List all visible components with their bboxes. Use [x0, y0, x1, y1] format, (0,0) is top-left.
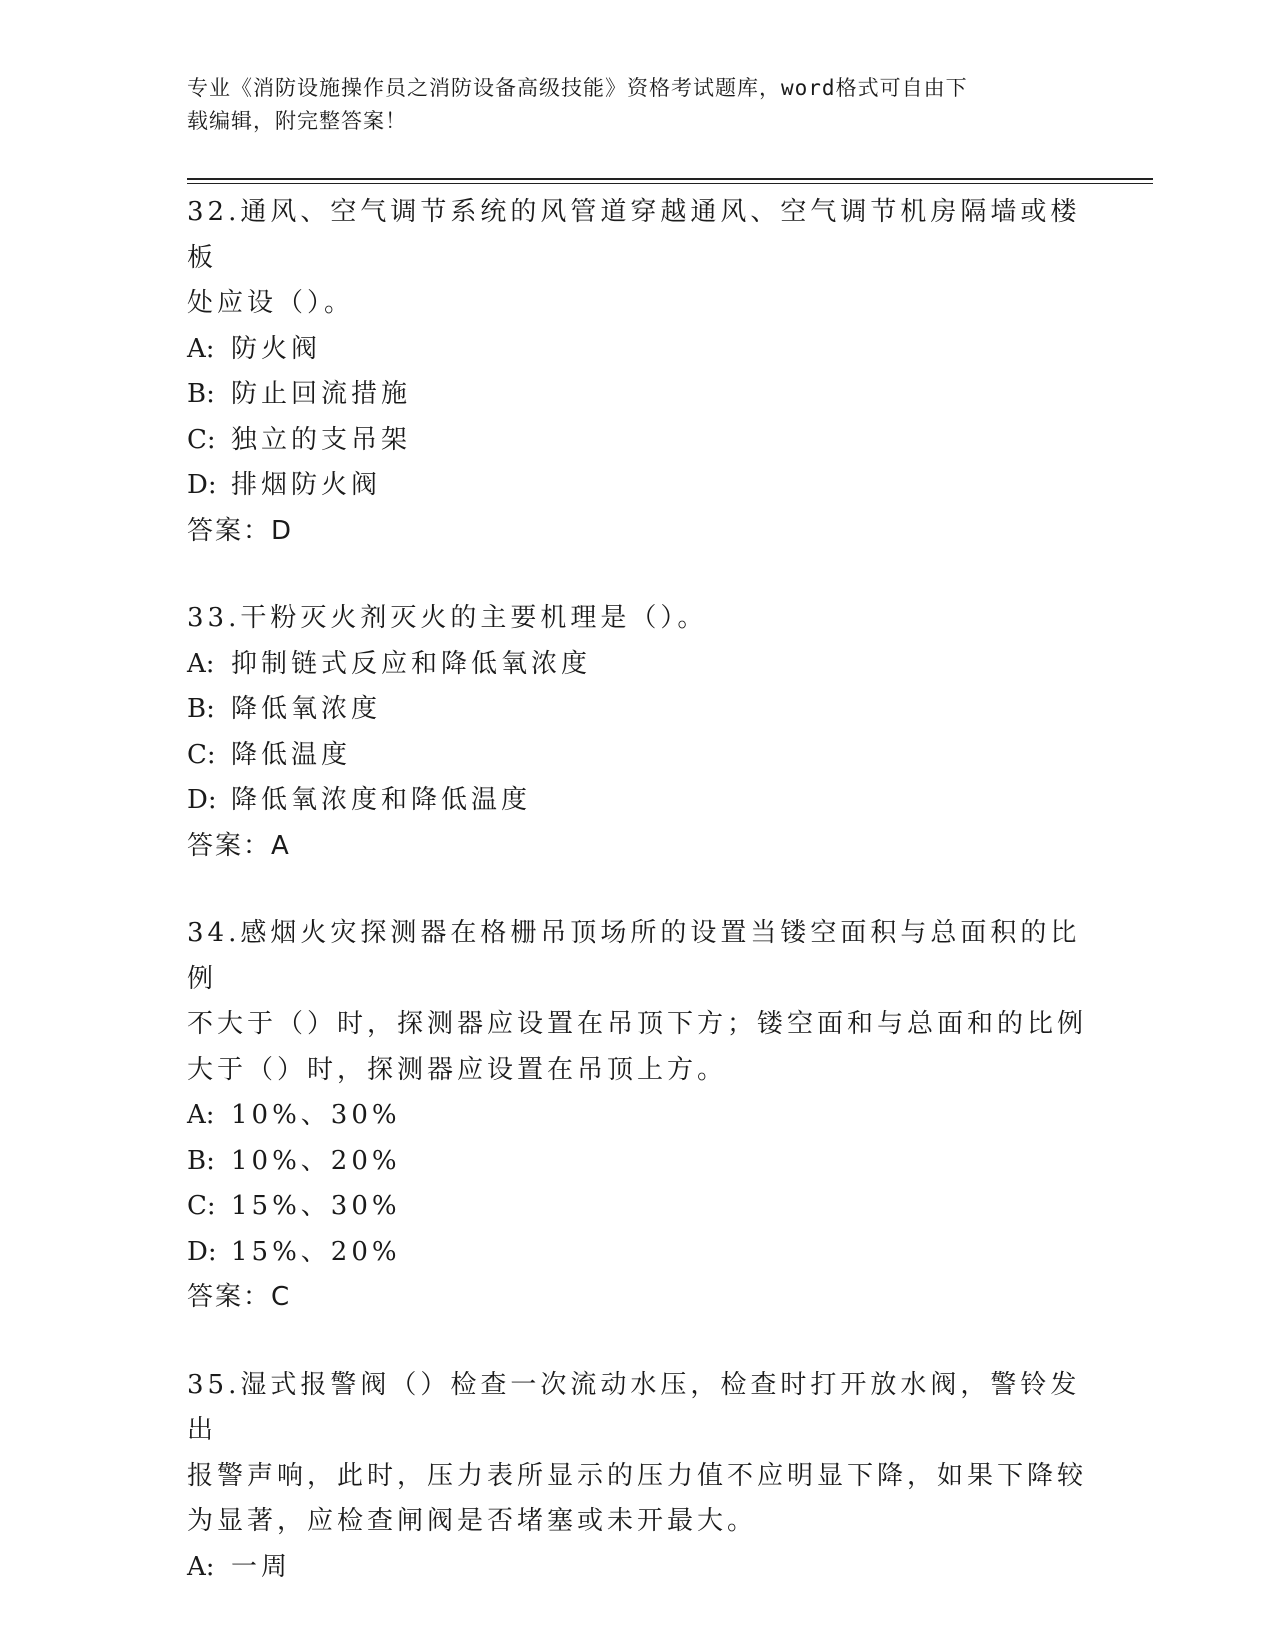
- option-key: B:: [187, 1145, 215, 1176]
- option-c: [187, 418, 1087, 464]
- option-c: [187, 1184, 1087, 1230]
- question-stem-line: 为显著，应检查闸阀是否堵塞或未开最大。: [187, 1506, 758, 1536]
- option-key: A:: [187, 1100, 215, 1130]
- question-33: [187, 596, 1087, 869]
- question-35: [187, 1363, 1087, 1591]
- option-b: [187, 372, 1087, 418]
- option-key: C:: [187, 1191, 216, 1221]
- answer-line: 答案：A: [187, 830, 291, 861]
- question-32: [187, 190, 1087, 554]
- option-c: [187, 733, 1087, 779]
- option-text: 15%、20%: [231, 1236, 401, 1267]
- option-key: D:: [187, 470, 217, 500]
- question-stem-line: 33.干粉灭火剂灭火的主要机理是（）。: [187, 603, 708, 633]
- header-divider-thin: [187, 183, 1153, 184]
- header-line-1: 专业《消防设施操作员之消防设备高级技能》资格考试题库，word格式可自由下: [187, 76, 968, 100]
- option-a: [187, 1545, 1087, 1591]
- option-key: A:: [187, 648, 215, 679]
- option-text: 降低氧浓度: [231, 694, 382, 724]
- option-a: [187, 327, 1087, 373]
- option-text: 排烟防火阀: [231, 470, 382, 500]
- option-text: 10%、20%: [231, 1145, 401, 1176]
- option-a: [187, 642, 1087, 688]
- option-text: 抑制链式反应和降低氧浓度: [231, 648, 592, 679]
- option-text: 10%、30%: [231, 1100, 401, 1130]
- option-a: [187, 1093, 1087, 1139]
- option-text: 一周: [231, 1551, 292, 1582]
- option-key: C:: [187, 424, 216, 455]
- document-header: [187, 72, 1067, 138]
- question-stem-line: 大于（）时，探测器应设置在吊顶上方。: [187, 1054, 728, 1085]
- option-key: B:: [187, 694, 215, 724]
- option-key: D:: [187, 785, 217, 815]
- question-stem-line: 34.感烟火灾探测器在格栅吊顶场所的设置当镂空面积与总面积的比例: [187, 918, 1081, 994]
- option-d: [187, 778, 1087, 824]
- question-list: [187, 190, 1087, 1632]
- question-stem-line: 32.通风、空气调节系统的风管道穿越通风、空气调节机房隔墙或楼板: [187, 197, 1081, 273]
- option-key: B:: [187, 379, 215, 409]
- option-d: [187, 1230, 1087, 1276]
- option-d: [187, 463, 1087, 509]
- answer-line: 答案：C: [187, 1282, 292, 1312]
- option-b: [187, 1139, 1087, 1185]
- option-text: 独立的支吊架: [231, 424, 412, 455]
- header-divider-thick: [187, 178, 1153, 180]
- option-key: A:: [187, 333, 215, 364]
- option-text: 防止回流措施: [231, 379, 412, 409]
- question-34: [187, 911, 1087, 1321]
- question-stem-line: 报警声响，此时，压力表所显示的压力值不应明显下降，如果下降较: [187, 1460, 1088, 1491]
- option-text: 防火阀: [231, 333, 322, 364]
- question-stem-line: 处应设（）。: [187, 288, 355, 318]
- question-stem-line: 35.湿式报警阀（）检查一次流动水压，检查时打开放水阀，警铃发出: [187, 1369, 1081, 1445]
- header-line-2: 载编辑，附完整答案！: [187, 109, 407, 133]
- option-key: A:: [187, 1551, 215, 1582]
- option-text: 降低温度: [231, 739, 352, 770]
- option-key: C:: [187, 739, 216, 770]
- option-text: 15%、30%: [231, 1191, 401, 1221]
- answer-line: 答案：D: [187, 515, 294, 546]
- option-key: D:: [187, 1236, 217, 1267]
- option-text: 降低氧浓度和降低温度: [231, 785, 532, 815]
- question-stem-line: 不大于（）时，探测器应设置在吊顶下方；镂空面和与总面和的比例: [187, 1009, 1088, 1039]
- option-b: [187, 687, 1087, 733]
